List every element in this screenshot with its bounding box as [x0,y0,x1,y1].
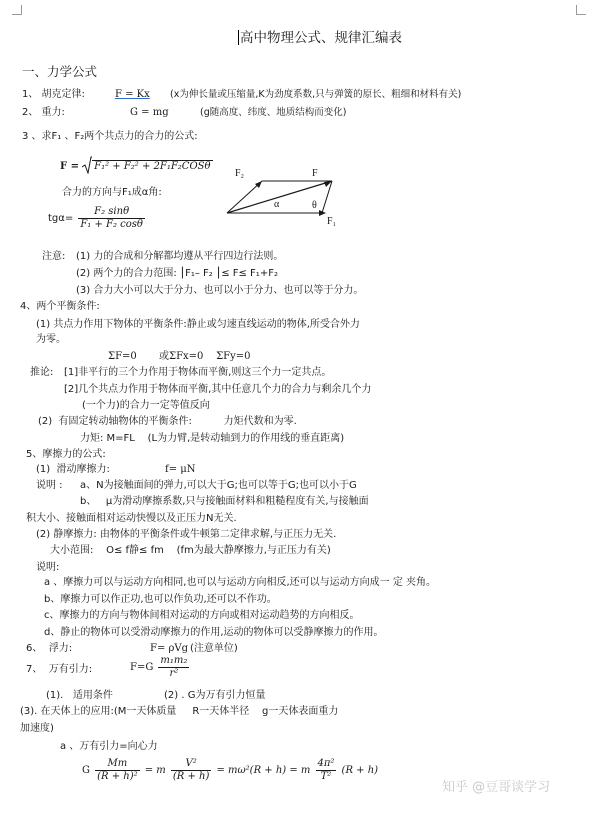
resultant-label: 3 、求F₁ 、F₂两个共点力的合力的公式: [22,131,198,142]
resultant-formula-radicand: F₁² + F₂² + 2F₁F₂COSθ [94,161,211,172]
friction-explanation-label: 说明 : [36,480,63,491]
inference-2: [2]几个共点力作用于物体而平衡,其中任意几个力的合力与剩余几个力 [64,384,372,395]
corner-mark-top-left [12,5,22,15]
friction-note-c: c、摩擦力的方向与物体间相对运动的方向或相对运动趋势的方向相反。 [44,610,360,621]
resultant-formula-lhs: F = [60,161,79,172]
buoyancy-note: (注意单位) [190,643,238,654]
resultant-note-2: (2) 两个力的合力范围: ⎮F₁– F₂ ⎮≤ F≤ F₁+F₂ [76,268,278,279]
centripetal-eq-den3: T² [320,771,332,782]
diagram-label-f1: F₁ [327,216,337,227]
diagram-label-theta: θ [312,200,317,211]
resultant-notes-label: 注意: [42,251,66,262]
sliding-friction-formula: f= μN [165,464,196,475]
inference-label: 推论: [30,367,54,378]
tg-formula-lhs: tgα= [48,213,74,224]
friction-notes-label: 说明: [36,562,60,573]
friction-explanation-a: a、N为接触面间的弹力,可以大于G;也可以等于G;也可以小于G [80,480,357,491]
gravitation-application-2: 加速度) [20,723,54,734]
centripetal-eq-num3: 4π² [317,758,335,769]
centripetal-eq-num2: V² [171,758,212,771]
gravitation-formula [130,655,189,680]
diagram-label-alpha: α [274,199,280,210]
resultant-note-1: (1) 力的合成和分解都均遵从平行四边行法则。 [76,251,284,262]
tg-denominator: F₁ + F₂ cosθ [80,219,143,230]
centripetal-eq-part2: = mω²(R + h) = m [216,765,311,776]
sqrt-sign-icon [82,156,92,174]
centripetal-eq-tail: (R + h) [341,765,379,776]
static-friction-definition: (2) 静摩擦力: 由物体的平衡条件或牛顿第二定律求解,与正压力无关. [36,529,337,540]
gravity-note: (g随高度、纬度、地质结构而变化) [200,107,347,118]
zhihu-watermark: 知乎 @豆哥谈学习 [442,780,551,795]
gravitation-application-1: (3). 在天体上的应用:(M一天体质量 R一天体半径 g一天体表面重力 [20,706,339,717]
moment-definition: 力矩: M=FL (L为力臂,是转动轴到力的作用线的垂直距离) [80,433,345,444]
gravitation-condition: (1). 适用条件 [46,690,113,701]
tg-numerator: F₂ sinθ [78,206,145,219]
centripetal-eq-den2: (R + h) [172,771,210,782]
friction-note-a: a 、摩擦力可以与运动方向相同,也可以与运动方向相反,还可以与运动方向成一 定 夹角。 [44,577,437,588]
centripetal-eq-part1: = m [144,765,166,776]
gravity-label: 2、 重力: [22,107,65,118]
friction-explanation-b: b、 μ为滑动摩擦系数,只与接触面材料和粗糙程度有关,与接触面 [80,496,369,507]
gravitation-constant: (2) . G为万有引力恒量 [164,690,266,701]
inference-1: [1]非平行的三个力作用于物体而平衡,则这三个力一定共点。 [64,367,332,378]
friction-note-b: b、摩擦力可以作正功,也可以作负功,还可以不作功。 [44,594,277,605]
corner-mark-top-right [576,5,586,15]
centripetal-statement: a 、万有引力=向心力 [60,741,158,752]
sliding-friction-label: (1) 滑动摩擦力: [36,464,110,475]
buoyancy-formula: F= ρVg [150,643,188,654]
centripetal-equation [82,758,378,783]
diagram-label-f2: F₂ [235,168,245,179]
text-cursor [238,30,239,45]
hooke-formula: F = Kx [115,89,150,100]
friction-label: 5、摩擦力的公式: [26,449,106,460]
equilibrium-condition-1b: 为零。 [36,334,66,345]
tg-formula [48,206,145,231]
gravitation-numerator: m₁m₂ [160,655,188,666]
equilibrium-condition-2: (2) 有固定转动轴物体的平衡条件: 力矩代数和为零. [38,416,297,427]
gravitation-label: 7、 万有引力: [26,664,93,675]
resultant-direction: 合力的方向与F₁成α角: [62,187,162,198]
resultant-formula [60,160,213,173]
static-friction-range: 大小范围: O≤ f静≤ fm (fm为最大静摩擦力,与正压力有关) [50,545,331,556]
resultant-note-3: (3) 合力大小可以大于分力、也可以小于分力、也可以等于分力。 [76,285,364,296]
centripetal-eq-den1: (R + h)² [97,771,138,782]
equilibrium-label: 4、两个平衡条件: [20,301,100,312]
diagram-label-f: F [312,168,318,179]
friction-explanation-b2: 积大小、接触面相对运动快慢以及正压力N无关. [26,513,237,524]
centripetal-eq-g: G [82,765,90,776]
page-title: 高中物理公式、规律汇编表 [240,30,402,46]
section-heading-mechanics: 一、力学公式 [22,64,98,79]
equilibrium-equations: ΣF=0 或ΣFx=0 ΣFy=0 [108,351,251,362]
buoyancy-label: 6、 浮力: [26,643,73,654]
gravitation-formula-lhs: F=G [130,662,154,673]
equilibrium-condition-1a: (1) 共点力作用下物体的平衡条件:静止或匀速直线运动的物体,所受合外力 [36,319,360,330]
centripetal-eq-num1: Mm [95,758,140,771]
gravitation-denominator: r² [169,668,179,679]
friction-note-d: d、静止的物体可以受滑动摩擦力的作用,运动的物体可以受静摩擦力的作用。 [44,627,384,638]
hooke-note: (x为伸长量或压缩量,K为劲度系数,只与弹簧的原长、粗细和材料有关) [170,89,462,100]
hooke-label: 1、 胡克定律: [22,89,85,100]
gravity-formula: G = mg [130,107,169,118]
force-diagram [222,165,352,227]
inference-3: (一个力)的合力一定等值反向 [82,400,210,411]
